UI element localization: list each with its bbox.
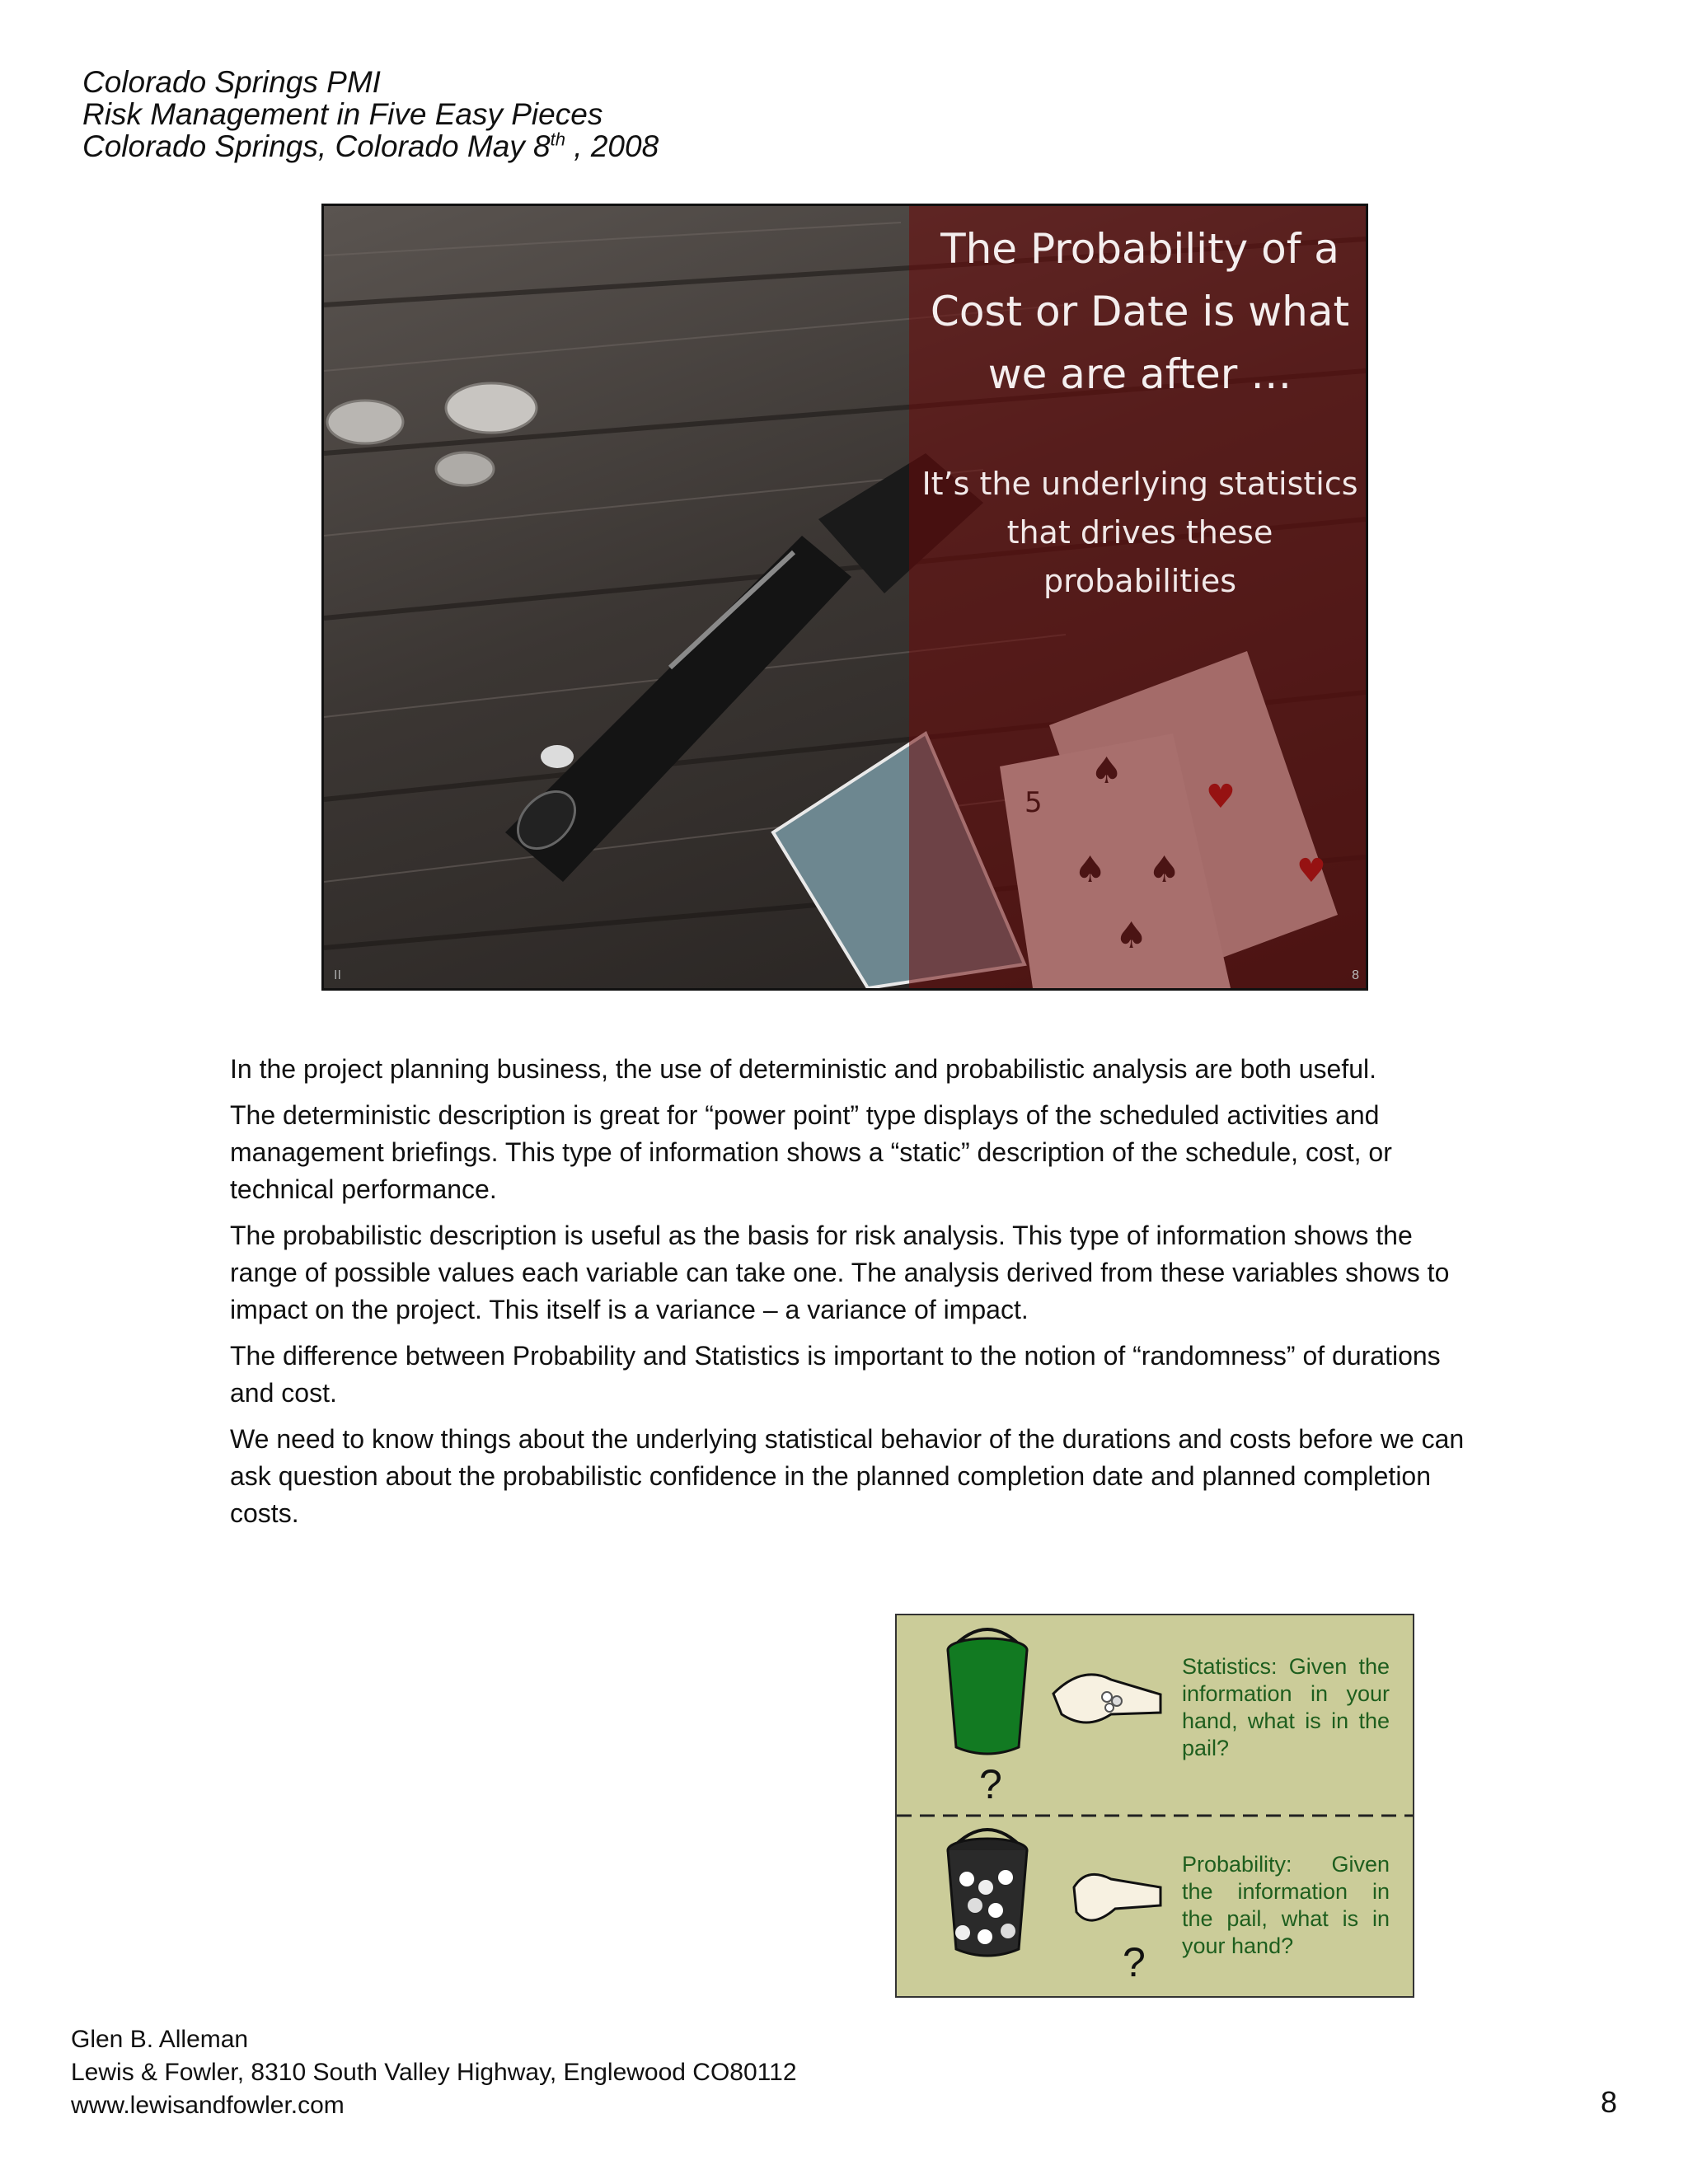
paragraph: In the project planning business, the use of deterministic and probabilistic analysis are both useful. [230,1054,1377,1084]
closed-hand-icon [1074,1874,1160,1920]
statistics-probability-figure [895,1614,1414,1998]
page-number: 8 [1600,2085,1617,2119]
paragraph: We need to know things about the underlying statistical behavior of the durations and costs before we can ask question about the probabilistic confidence in the planned completion date and planned completion costs. [230,1424,1465,1528]
question-mark-bottom: ? [1123,1939,1146,1985]
document-header [82,66,659,162]
body-text [230,1051,1475,1541]
green-pail-icon [948,1629,1027,1754]
slide-image [321,204,1368,991]
header-date-prefix: Colorado Springs, Colorado May 8 [82,129,551,163]
header-organization: Colorado Springs PMI [82,65,381,99]
author-name: Glen B. Alleman [71,2026,249,2053]
header-presentation-title: Risk Management in Five Easy Pieces [82,97,603,131]
paragraph: The difference between Probability and Statistics is important to the notion of “randomness” of durations and cost. [230,1341,1441,1408]
marble-pail-icon [948,1830,1027,1956]
open-hand-icon [1053,1675,1160,1722]
paragraph: The deterministic description is great for “power point” type displays of the scheduled activities and management briefings. This type of information shows a “static” description of the schedule, cost, or technical performance. [230,1100,1392,1204]
slide-corner-mark: II [334,968,341,982]
header-location-date [82,130,659,162]
slide-number: 8 [1352,968,1359,982]
company-website: www.lewisandfowler.com [71,2092,345,2119]
slide-title: The Probability of a Cost or Date is what we are after … [930,225,1350,398]
coins-icon [327,383,537,485]
document-footer [71,2023,797,2122]
slide-subtitle: It’s the underlying statistics that drives these probabilities [921,466,1358,599]
header-date-superscript: th [550,129,565,150]
paragraph: The probabilistic description is useful as the basis for risk analysis. This type of information shows the range of possible values each variable can take one. The analysis derived from these variables shows to impact on the project. This itself is a variance – a variance of impact. [230,1221,1450,1324]
company-address: Lewis & Fowler, 8310 South Valley Highway, Englewood CO80112 [71,2059,797,2086]
question-mark-top: ? [979,1761,1002,1807]
probability-caption: Probability: Given the information in the pail, what is in your hand? [1182,1852,1390,1958]
statistics-caption: Statistics: Given the information in your hand, what is in the pail? [1182,1654,1390,1760]
header-date-suffix: , 2008 [565,129,659,163]
